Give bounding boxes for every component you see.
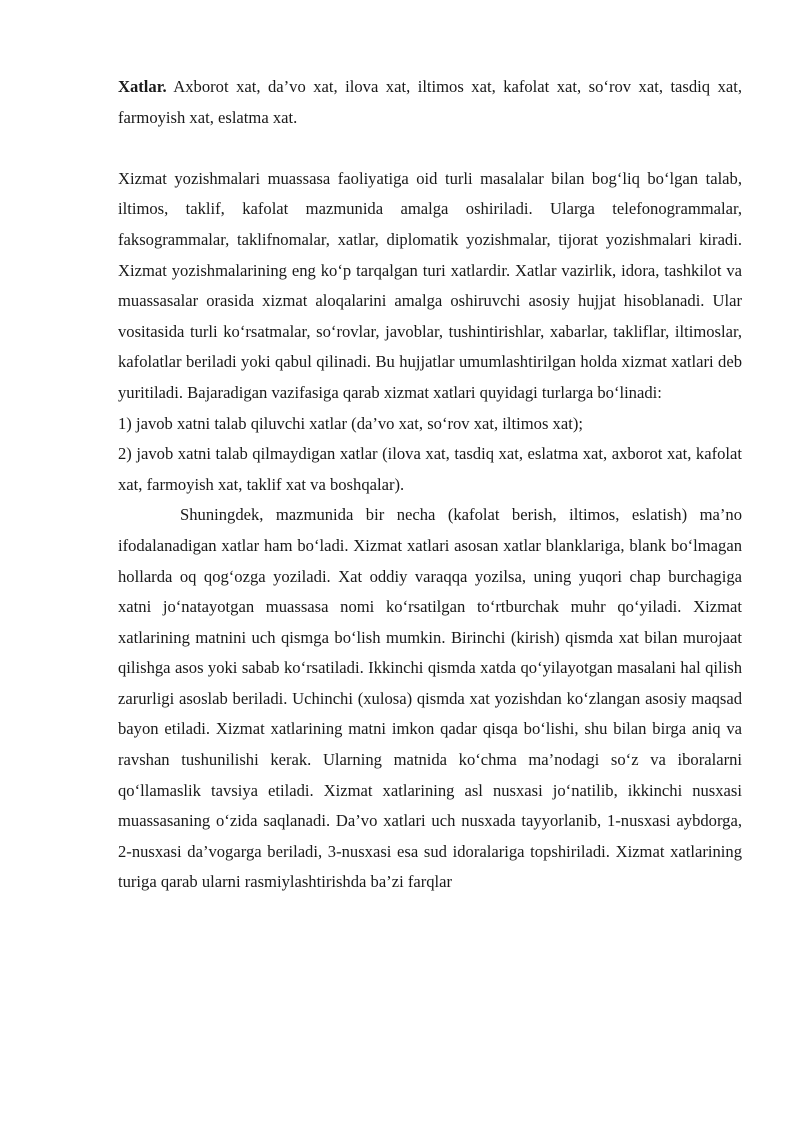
document-page: [118, 72, 742, 898]
paragraph-letter-structure: Shuningdek, mazmunida bir necha (kafolat berish, iltimos, eslatish) ma’no ifodalanadigan xatlar ham bo‘ladi. Xizmat xatlari asosan xatlar blanklariga, blank bo‘lmagan hollarda oq qog‘ozga yoziladi. Xat oddiy varaqqa yozilsa, uning yuqori chap burchagiga xatni jo‘natayotgan muassasa nomi ko‘rsatilgan to‘rtburchak muhr qo‘yiladi. Xizmat xatlarining matnini uch qismga bo‘lish mumkin. Birinchi (kirish) qismda xat bilan murojaat qilishga asos yoki sabab ko‘rsatiladi. Ikkinchi qismda xatda qo‘yilayotgan masalani hal qilish zarurligi asoslab beriladi. Uchinchi (xulosa) qismda xat yozishdan ko‘zlangan asosiy maqsad bayon etiladi. Xizmat xatlarining matni imkon qadar qisqa bo‘lishi, shu bilan birga aniq va ravshan tushunilishi kerak. Ularning matnida ko‘chma ma’nodagi so‘z va iboralarni qo‘llamaslik tavsiya etiladi. Xizmat xatlarining asl nusxasi jo‘natilib, ikkinchi nusxasi muassasaning o‘zida saqlanadi. Da’vo xatlari uch nusxada tayyorlanib, 1-nusxasi aybdorga, 2-nusxasi da’vogarga beriladi, 3-nusxasi esa sud idoralariga topshiriladi. Xizmat xatlarining turiga qarab ularni rasmiylashtirishda ba’zi farqlar: [118, 505, 742, 892]
xatlar-heading: Xatlar.: [118, 77, 167, 96]
paragraph-spacer: [118, 133, 742, 164]
xatlar-types-text: Axborot xat, da’vo xat, ilova xat, iltimos xat, kafolat xat, so‘rov xat, tasdiq xat, farmoyish xat, eslatma xat.: [118, 77, 742, 127]
paragraph-service-correspondence: Xizmat yozishmalari muassasa faoliyatiga oid turli masalalar bilan bog‘liq bo‘lgan talab, iltimos, taklif, kafolat mazmunida amalga oshiriladi. Ularga telefonogrammalar, faksogrammalar, taklifnomalar, xatlar, diplomatik yozishmalar, tijorat yozishmalari kiradi. Xizmat yozishmalarining eng ko‘p tarqalgan turi xatlardir. Xatlar vazirlik, idora, tashkilot va muassasalar orasida xizmat aloqalarini amalga oshiruvchi asosiy hujjat hisoblanadi. Ular vositasida turli ko‘rsatmalar, so‘rovlar, javoblar, tushintirishlar, xabarlar, takliflar, iltimoslar, kafolatlar beriladi yoki qabul qilinadi. Bu hujjatlar umumlashtirilgan holda xizmat xatlari deb yuritiladi. Bajaradigan vazifasiga qarab xizmat xatlari quyidagi turlarga bo‘linadi:: [118, 168, 742, 402]
list-item-2: 2) javob xatni talab qilmaydigan xatlar (ilova xat, tasdiq xat, eslatma xat, axborot xat, kafolat xat, farmoyish xat, taklif xat va boshqalar).: [118, 444, 742, 494]
list-item-1: 1) javob xatni talab qiluvchi xatlar (da’vo xat, so‘rov xat, iltimos xat);: [118, 413, 583, 433]
xatlar-definition: [118, 72, 742, 133]
